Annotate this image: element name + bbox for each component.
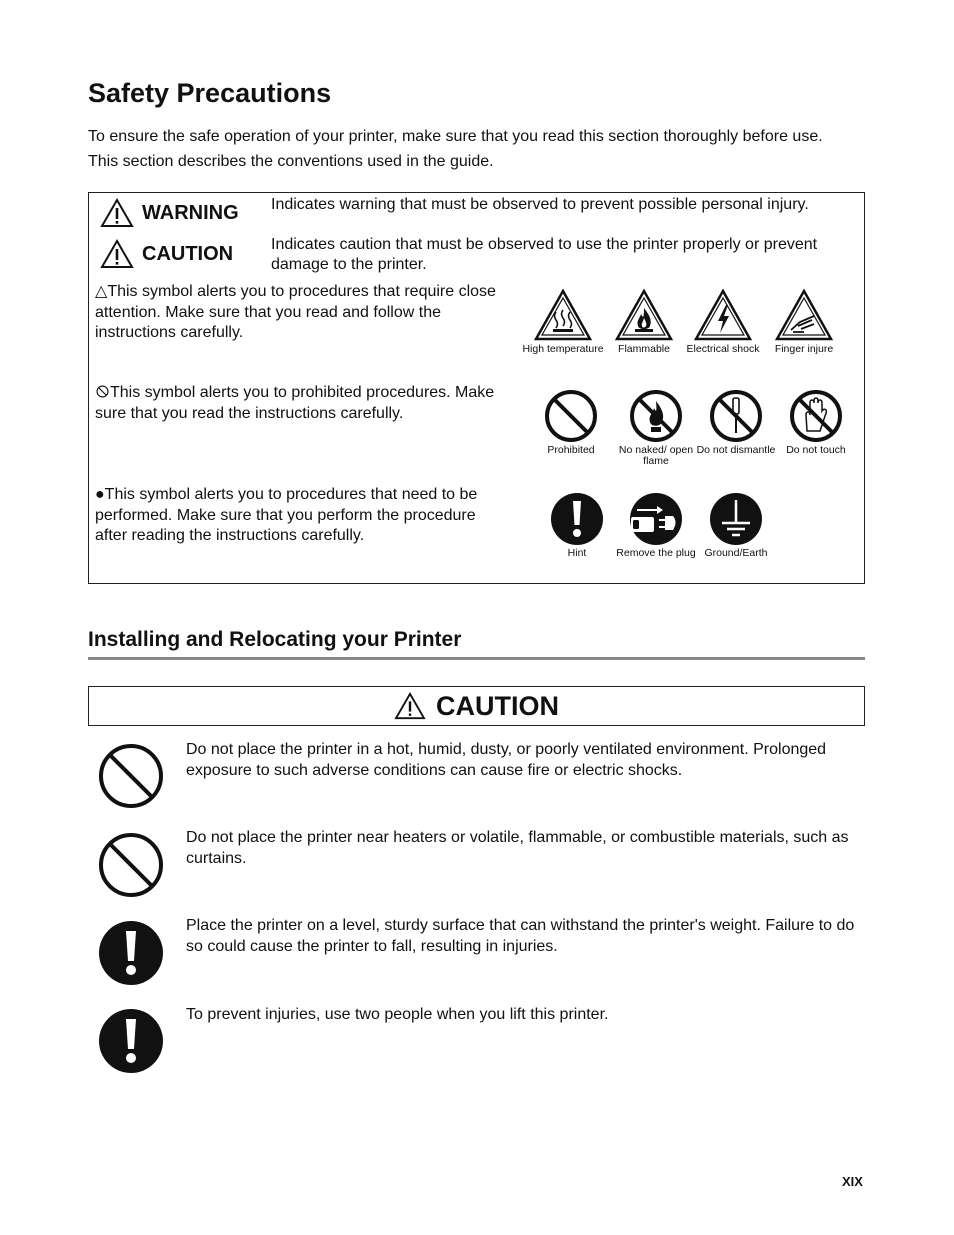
filled-circle-icon: ● — [95, 486, 105, 503]
hint-symbol — [532, 492, 622, 559]
intro-line-2: This section describes the conventions used in the guide. — [88, 153, 494, 170]
prohibited-icon — [98, 832, 164, 898]
finger-injure-caption: Finger injure — [774, 343, 834, 355]
entry-2-text: Do not place the printer near heaters or volatile, flammable, or combustible materials, such as curtains. — [186, 829, 849, 867]
prohibited-icon — [544, 389, 598, 443]
hint-icon — [550, 492, 604, 546]
warning-description: Indicates warning that must be observed to prevent possible personal injury. — [271, 196, 809, 213]
entry-3-icon-wrap — [98, 920, 164, 991]
intro-line-1: To ensure the safe operation of your printer, make sure that you read this section thoroughly before use. — [88, 128, 823, 145]
caution-triangle-icon — [100, 239, 134, 269]
section-rule — [88, 657, 865, 660]
finger-injure-icon — [774, 288, 834, 342]
caution-label: CAUTION — [142, 242, 234, 265]
section-title: Installing and Relocating your Printer — [88, 628, 462, 651]
remove-plug-symbol — [611, 492, 701, 559]
electrical-shock-caption: Electrical shock — [686, 343, 760, 355]
attention-symbol-text: △This symbol alerts you to procedures that require close attention. Make sure that you read and follow the instructions carefully. — [95, 283, 496, 341]
do-not-dismantle-icon — [709, 389, 763, 443]
remove-plug-icon — [629, 492, 683, 546]
caution-banner-text: CAUTION — [436, 690, 559, 721]
prohibited-caption: Prohibited — [547, 444, 595, 456]
caution-label-row — [100, 239, 233, 269]
ground-earth-icon — [709, 492, 763, 546]
page-title: Safety Precautions — [88, 78, 332, 108]
mandatory-symbol-text: ●This symbol alerts you to procedures that need to be performed. Make sure that you perform the procedure after reading the instructions carefully. — [95, 486, 478, 544]
mandatory-action-icon — [98, 920, 164, 986]
high-temperature-icon — [533, 288, 593, 342]
page-number: XIX — [842, 1174, 863, 1189]
do-not-touch-caption: Do not touch — [786, 444, 846, 456]
prohibited-symbol-text: This symbol alerts you to prohibited procedures. Make sure that you read the instructions carefully. — [95, 384, 495, 422]
caution-banner — [88, 686, 865, 726]
do-not-dismantle-symbol — [691, 389, 781, 456]
entry-3-text: Place the printer on a level, sturdy surface that can withstand the printer's weight. Failure to do so could cause the printer to fall, resulting in injuries. — [186, 917, 855, 955]
electrical-shock-symbol — [678, 288, 768, 355]
prohibited-symbol — [526, 389, 616, 456]
entry-4-icon-wrap — [98, 1008, 164, 1079]
prohibited-small-icon — [95, 384, 110, 401]
remove-plug-caption: Remove the plug — [616, 547, 696, 559]
high-temperature-caption: High temperature — [522, 343, 604, 355]
finger-injure-symbol — [759, 288, 849, 355]
caution-banner-triangle-icon — [394, 692, 426, 720]
prohibited-icon — [98, 743, 164, 809]
do-not-dismantle-caption: Do not dismantle — [696, 444, 776, 456]
entry-4-text: To prevent injuries, use two people when you lift this printer. — [186, 1006, 609, 1023]
caution-description: Indicates caution that must be observed to use the printer properly or prevent damage to the printer. — [271, 236, 818, 273]
no-naked-flame-symbol — [611, 389, 701, 467]
entry-1-icon-wrap — [98, 743, 164, 814]
entry-1-text: Do not place the printer in a hot, humid, dusty, or poorly ventilated environment. Prolonged exposure to such adverse conditions can cause fire or electric shocks. — [186, 741, 827, 779]
warning-label-row — [100, 198, 239, 228]
do-not-touch-symbol — [771, 389, 861, 456]
warning-triangle-icon — [100, 198, 134, 228]
flammable-icon — [614, 288, 674, 342]
hint-caption: Hint — [567, 547, 587, 559]
electrical-shock-icon — [693, 288, 753, 342]
no-naked-flame-icon — [629, 389, 683, 443]
ground-earth-symbol — [691, 492, 781, 559]
no-naked-flame-caption: No naked/ open flame — [618, 444, 694, 467]
flammable-symbol — [599, 288, 689, 355]
mandatory-action-icon — [98, 1008, 164, 1074]
do-not-touch-icon — [789, 389, 843, 443]
flammable-caption: Flammable — [618, 343, 670, 355]
high-temperature-symbol — [518, 288, 608, 355]
ground-earth-caption: Ground/Earth — [704, 547, 768, 559]
entry-2-icon-wrap — [98, 832, 164, 903]
warning-label: WARNING — [142, 201, 239, 224]
triangle-icon: △ — [95, 283, 108, 300]
